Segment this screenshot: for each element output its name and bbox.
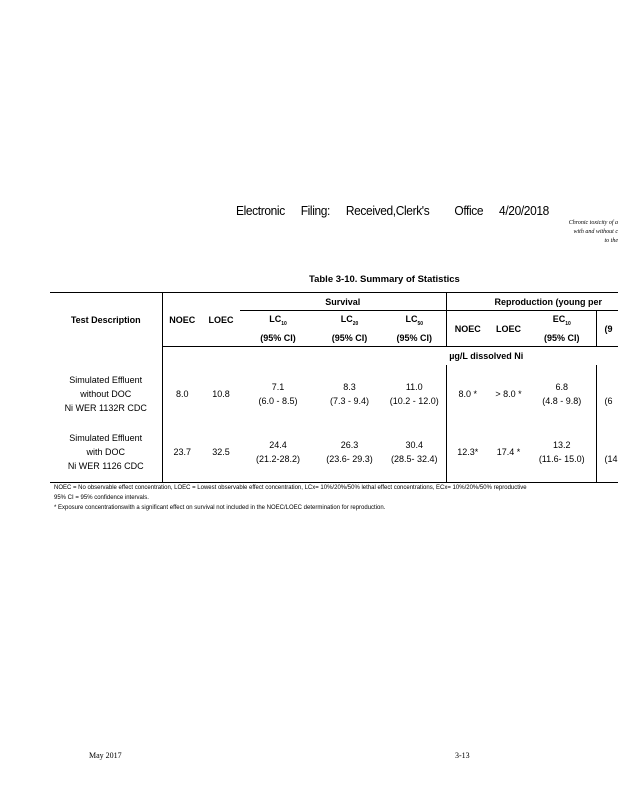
stamp-date: 4/20/2018: [499, 203, 549, 218]
stamp-word: Filing:: [300, 203, 331, 218]
stamp-word: Office: [454, 203, 484, 218]
statistics-table: [50, 292, 618, 483]
footnote: 95% CI = 95% confidence intervals.: [54, 495, 149, 501]
running-header-note: [520, 219, 618, 246]
cell-repro-noec: 12.3*: [446, 423, 489, 483]
running-header-line: to the: [604, 238, 618, 244]
cell-repro-loec: 17.4 *: [496, 447, 521, 458]
header-test-description: Test Description: [50, 293, 162, 347]
units-label: µg/L dissolved Ni: [162, 347, 618, 365]
footnote: NOEC = No observable effect concentration, LOEC = Lowest observable effect concentration, LCx= 10%/20%/50% lethal effect concentrations, ECx= 10%/20%/50% reproductive: [54, 485, 527, 491]
cell-ec10: 6.8 (4.8 - 9.8): [542, 381, 582, 406]
header-lc50: $LC_{50}$ (95% CI): [396, 314, 432, 343]
running-header-line: Chronic toxicity of a: [568, 220, 618, 226]
table-footnotes: [54, 483, 618, 513]
cell-loec: 10.8: [212, 388, 230, 399]
footer-page-number: 3-13: [455, 751, 470, 760]
cell-ec10: 13.2 (11.6- 15.0): [538, 440, 585, 465]
header-reproduction: Reproduction (young per: [446, 293, 618, 311]
cell-repro-noec: 8.0 *: [446, 365, 489, 423]
cell-cut: (6: [596, 365, 618, 423]
cell-noec: 23.7: [162, 423, 202, 483]
row-description: Simulated Effluent without DOC Ni WER 1132R CDC: [64, 374, 147, 413]
header-repro-noec: NOEC: [446, 311, 489, 347]
table-title: Table 3-10. Summary of Statistics: [309, 274, 460, 285]
footnote: * Exposure concentrationswith a significant effect on survival not included in the NOEC/LOEC determination for reproduction.: [54, 505, 386, 511]
cell-repro-loec: > 8.0 *: [495, 388, 522, 399]
cell-lc20: 8.3 (7.3 - 9.4): [329, 381, 369, 406]
footer-date: May 2017: [89, 751, 122, 760]
cell-lc50: 11.0 (10.2 - 12.0): [389, 381, 439, 406]
header-cut-column: (9: [596, 311, 618, 347]
header-lc20: $LC_{20}$ (95% CI): [331, 314, 368, 343]
header-lc10: $LC_{10}$ (95% CI): [260, 314, 296, 343]
header-ec10: $EC_{10}$ (95% CI): [543, 314, 580, 343]
cell-lc10: 24.4 (21.2-28.2): [255, 440, 301, 465]
header-repro-loec: LOEC: [495, 323, 521, 334]
stamp-word: Received,Clerk's: [345, 203, 430, 218]
header-noec: NOEC: [162, 293, 202, 347]
cell-lc20: 26.3 (23.6- 29.3): [326, 440, 373, 465]
running-header-line: with and without c: [573, 229, 618, 235]
cell-lc10: 7.1 (6.0 - 8.5): [258, 381, 298, 406]
header-survival: Survival: [240, 293, 446, 311]
header-loec: LOEC: [202, 293, 240, 347]
cell-lc50: 30.4 (28.5- 32.4): [390, 440, 438, 465]
filing-stamp: [236, 203, 562, 218]
cell-cut: (14: [596, 423, 618, 483]
cell-loec: 32.5: [212, 447, 230, 458]
stamp-word: Electronic: [236, 203, 285, 218]
cell-noec: 8.0: [162, 365, 202, 423]
row-description: Simulated Effluent with DOC Ni WER 1126 CDC: [67, 433, 144, 472]
